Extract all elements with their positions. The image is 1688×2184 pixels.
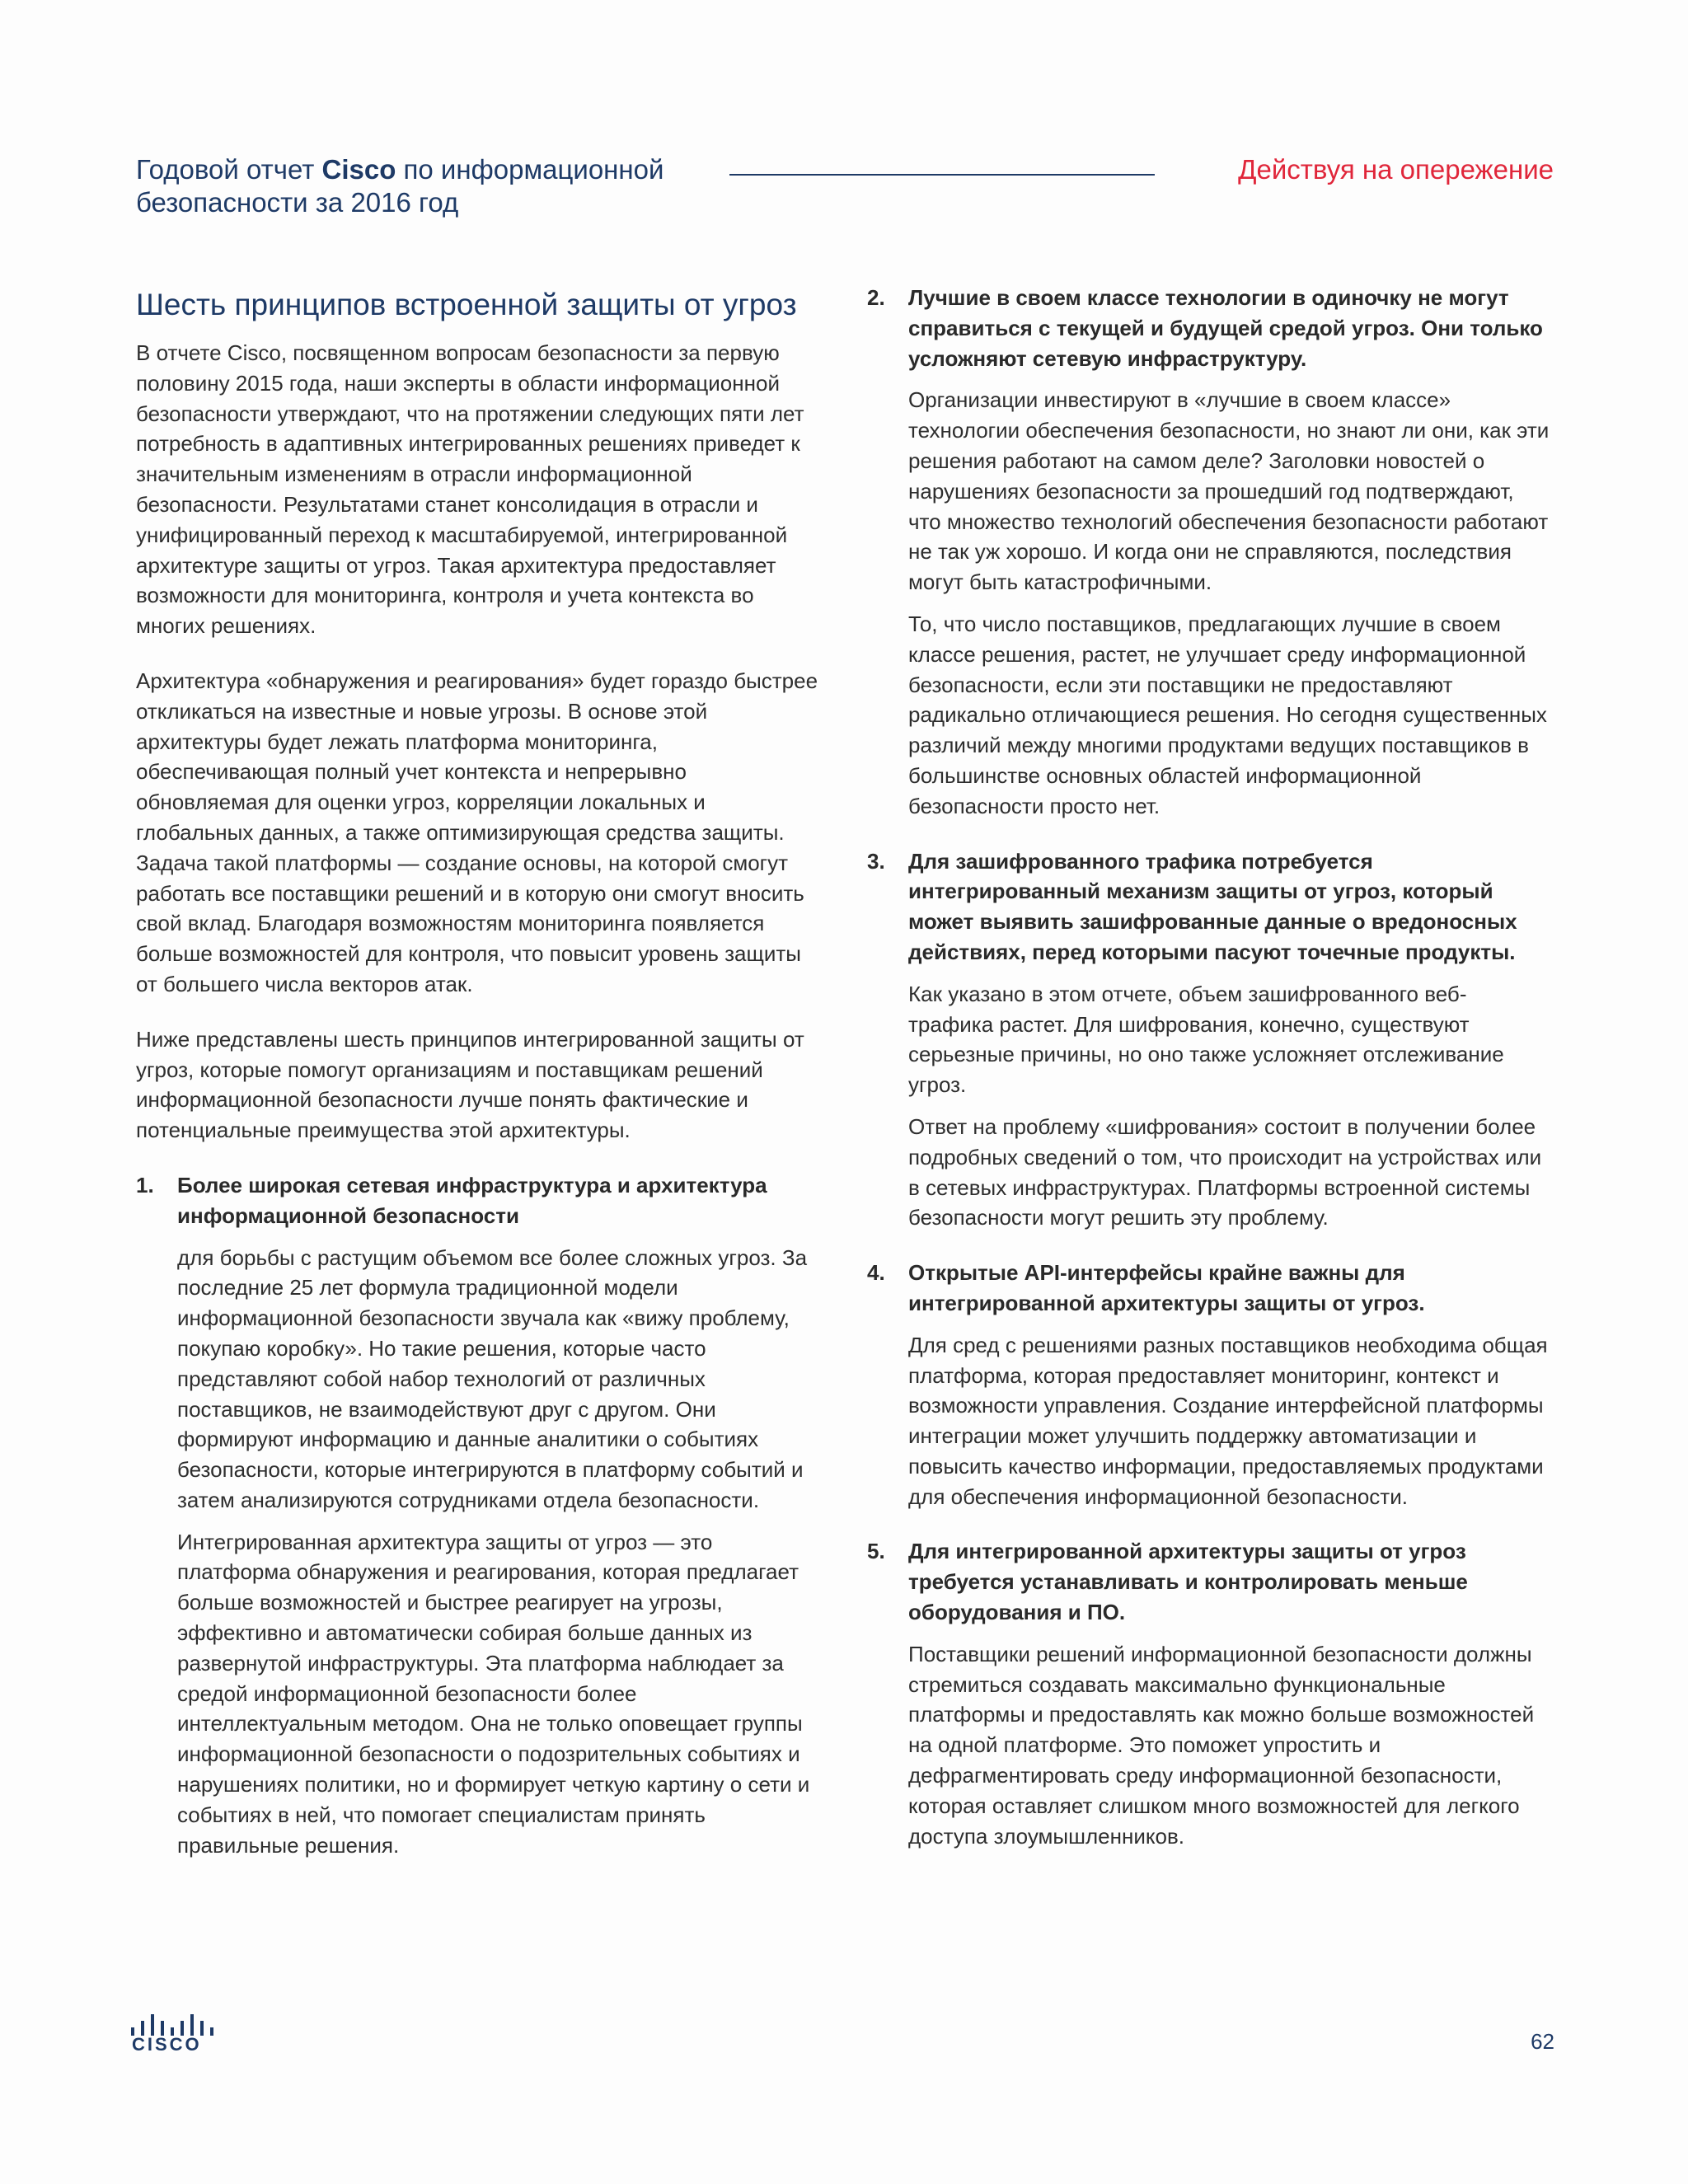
cisco-logo: [128, 2011, 214, 2055]
left-column: [136, 283, 820, 1885]
principle-title: Лучшие в своем классе технологии в одиночку не могут справиться с текущей и будущей средой угроз. Они только усложняют сетевую инфраструктуру.: [908, 285, 1543, 371]
principle-number: 5.: [867, 1539, 885, 1564]
header-divider: [729, 174, 1155, 176]
section-title: Действуя на опережение: [1238, 154, 1554, 185]
principle-number: 1.: [136, 1172, 154, 1197]
principle-title: Для интегрированной архитектуры защиты от угроз требуется устанавливать и контролировать меньше оборудования и ПО.: [908, 1539, 1468, 1625]
principle-paragraph: Интегрированная архитектура защиты от угроз — это платформа обнаружения и реагирования, которая предлагает больше возможностей и быстрее реагирует на угрозы, эффективно и автоматически собирая больше данных из развернутой инфраструктуры. Эта платформа наблюдает за средой информационной безопасности более интеллектуальным методом. Она не только оповещает группы информационной безопасности о подозрительных событиях и нарушениях политики, но и формирует четкую картину о сети и событиях в ней, что помогает специалистам принять правильные решения.: [177, 1529, 810, 1858]
principle-paragraph: Как указано в этом отчете, объем зашифрованного веб-трафика растет. Для шифрования, конечно, существуют серьезные причины, но оно также усложняет отслеживание угроз.: [908, 981, 1504, 1098]
page-number: 62: [1531, 2029, 1554, 2054]
right-column: [867, 283, 1551, 1876]
principle-item-5: [867, 1536, 1551, 1851]
principle-paragraph: Для сред с решениями разных поставщиков необходима общая платформа, которая предоставляет мониторинг, контекст и возможности управления. Создание интерфейсной платформы интеграции может улучшить поддержку автоматизации и повысить качество информации, предоставляемых продуктами для обеспечения информационной безопасности.: [908, 1332, 1548, 1509]
principle-item-2: [867, 283, 1551, 822]
principle-title: Открытые API-интерфейсы крайне важны для интегрированной архитектуры защиты от угроз.: [908, 1260, 1425, 1315]
principle-number: 4.: [867, 1260, 885, 1286]
principle-body: [908, 1639, 1551, 1852]
report-title: [136, 153, 729, 219]
principles-intro-paragraph: Ниже представлены шесть принципов интегрированной защиты от угроз, которые помогут организациям и поставщикам решений информационной безопасности лучше понять фактические и потенциальные преимущества этой архитектуры.: [136, 1026, 804, 1143]
principle-number: 2.: [867, 285, 885, 310]
cisco-wordmark: CISCO: [132, 2034, 202, 2055]
report-title-brand: Cisco: [321, 154, 396, 185]
report-title-suffix: по информационной безопасности за 2016 год: [136, 154, 664, 218]
principle-item-4: [867, 1258, 1551, 1511]
intro-paragraph: В отчете Cisco, посвященном вопросам безопасности за первую половину 2015 года, наши эксперты в области информационной безопасности утверждают, что на протяжении следующих пяти лет потребность в адаптивных интегрированных решениях приведет к значительным изменениям в отрасли информационной безопасности. Результатами станет консолидация в отрасли и унифицированный переход к масштабируемой, интегрированной архитектуре защиты от угроз. Такая архитектура предоставляет возможности для мониторинга, контроля и учета контекста во многих решениях.: [136, 340, 804, 639]
principle-title: Более широкая сетевая инфраструктура и архитектура информационной безопасности: [177, 1172, 767, 1228]
cisco-bars-logo-icon: [128, 2011, 214, 2036]
principle-body: [908, 1330, 1551, 1512]
page-header: [136, 153, 1554, 227]
principle-paragraph: для борьбы с растущим объемом все более сложных угроз. За последние 25 лет формула традиционной модели информационной безопасности звучала как «вижу проблему, покупаю коробку». Но такие решения, которые часто представляют собой набор технологий от различных поставщиков, не взаимодействуют друг с другом. Они формируют информацию и данные аналитики о событиях безопасности, которые интегрируются в платформу событий и затем анализируются сотрудниками отдела безопасности.: [177, 1244, 808, 1512]
principle-body: [908, 979, 1551, 1233]
principle-paragraph: Ответ на проблему «шифрования» состоит в получении более подробных сведений о том, что происходит на устройствах или в сетевых инфраструктурах. Платформы встроенной системы безопасности могут решить эту проблему.: [908, 1113, 1542, 1230]
principle-item-1: [136, 1170, 820, 1861]
principle-paragraph: То, что число поставщиков, предлагающих лучшие в своем классе решения, растет, не улучшает среду информационной безопасности, если эти поставщики не предоставляют радикально отличающиеся решения. Но сегодня существенных различий между многими продуктами ведущих поставщиков в большинстве основных областей информационной безопасности просто нет.: [908, 611, 1547, 818]
report-title-prefix: Годовой отчет: [136, 154, 322, 185]
principle-number: 3.: [867, 848, 885, 874]
principle-body: [177, 1243, 820, 1861]
architecture-paragraph: Архитектура «обнаружения и реагирования» будет гораздо быстрее откликаться на известные и новые угрозы. В основе этой архитектуры будет лежать платформа мониторинга, обеспечивающая полный учет контекста и непрерывно обновляемая для оценки угроз, корреляции локальных и глобальных данных, а также оптимизирующая средства защиты. Задача такой платформы — создание основы, на которой смогут работать все поставщики решений и в которую они смогут вносить свой вклад. Благодаря возможностям мониторинга появляется больше возможностей для контроля, что повысит уровень защиты от большего числа векторов атак.: [136, 668, 818, 996]
principle-body: [908, 385, 1551, 821]
section-heading: Шесть принципов встроенной защиты от угроз: [136, 288, 797, 321]
principle-item-3: [867, 846, 1551, 1234]
principle-paragraph: Поставщики решений информационной безопасности должны стремиться создавать максимально функциональные платформы и предоставлять как можно больше возможностей на одной платформе. Это поможет упростить и дефрагментировать среду информационной безопасности, которая оставляет слишком много возможностей для легкого доступа злоумышленников.: [908, 1641, 1535, 1849]
principle-paragraph: Организации инвестируют в «лучшие в своем классе» технологии обеспечения безопасности, но знают ли они, как эти решения работают на самом деле? Заголовки новостей о нарушениях безопасности за прошедший год подтверждают, что множество технологий обеспечения безопасности работают не так уж хорошо. И когда они не справляются, последствия могут быть катастрофичными.: [908, 387, 1550, 595]
principle-title: Для зашифрованного трафика потребуется интегрированный механизм защиты от угроз, который может выявить зашифрованные данные о вредоносных действиях, перед которыми пасуют точечные продукты.: [908, 848, 1517, 964]
